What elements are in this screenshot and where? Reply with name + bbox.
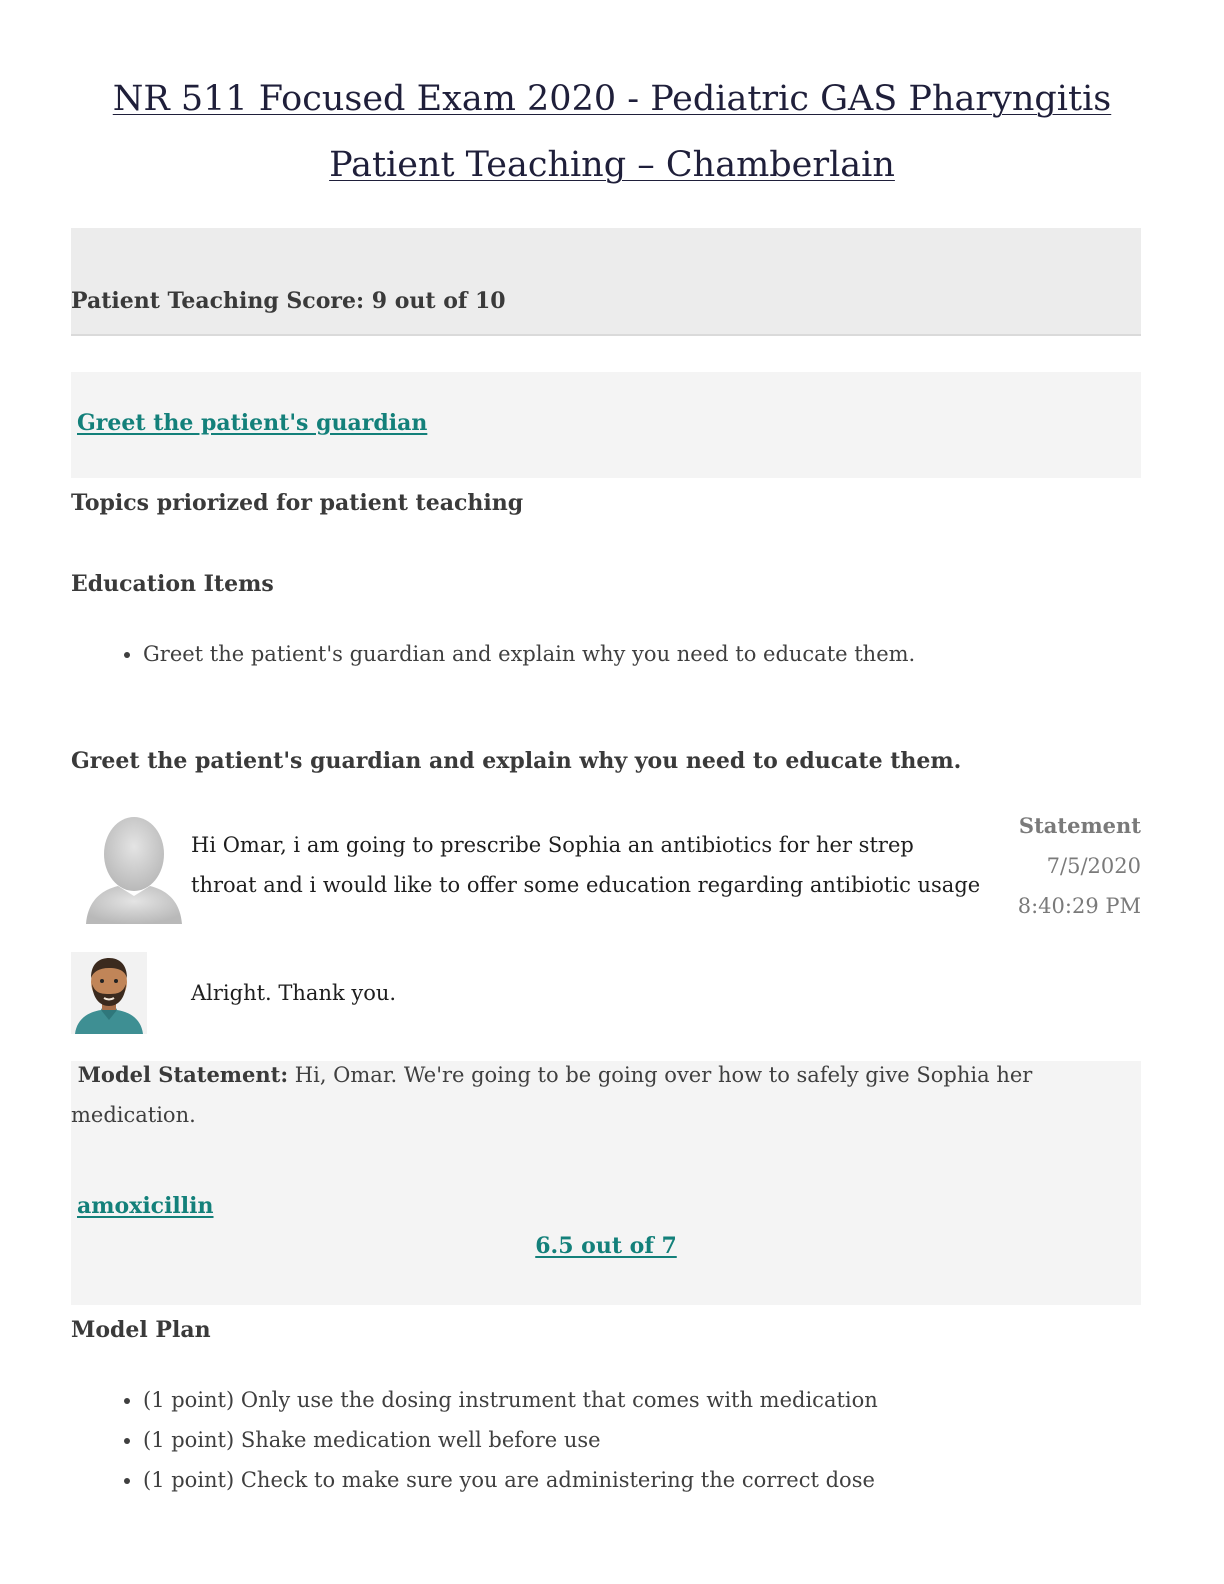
model-statement-label: Model Statement:: [77, 1062, 289, 1087]
greet-guardian-link[interactable]: Greet the patient's guardian: [77, 410, 428, 436]
model-plan-heading: Model Plan: [71, 1317, 211, 1343]
education-items-list: [71, 634, 915, 674]
list-item: • Greet the patient's guardian and explain why you need to educate them.: [143, 634, 915, 674]
message-date: 7/5/2020: [1046, 854, 1141, 878]
drug-score: [71, 1233, 1141, 1259]
list-item: • (1 point) Shake medication well before use: [143, 1420, 878, 1460]
generic-user-avatar-icon: [80, 812, 184, 924]
message-meta: [1018, 806, 1141, 926]
message-type: Statement: [1018, 813, 1141, 838]
model-statement-panel: [71, 1061, 1141, 1305]
patient-teaching-score: Patient Teaching Score: 9 out of 10: [71, 288, 506, 314]
message-time: 8:40:29 PM: [1017, 894, 1141, 918]
page-title-line1: NR 511 Focused Exam 2020 - Pediatric GAS Pharyngitis: [112, 79, 1112, 119]
education-items-heading: Education Items: [71, 571, 274, 597]
list-item: • (1 point) Check to make sure you are administering the correct dose: [143, 1460, 878, 1500]
model-statement: [71, 1055, 1051, 1135]
amoxicillin-link[interactable]: amoxicillin: [77, 1193, 214, 1219]
student-message-line2: throat and i would like to offer some education regarding antibiotic usage: [191, 873, 981, 897]
greet-panel: [71, 372, 1141, 478]
greet-explain-heading: Greet the patient's guardian and explain why you need to educate them.: [71, 748, 962, 774]
list-item: • (1 point) Only use the dosing instrument that comes with medication: [143, 1380, 878, 1420]
page-title-line2: Patient Teaching – Chamberlain: [329, 145, 895, 185]
topics-heading: Topics priorized for patient teaching: [71, 490, 524, 516]
model-plan-list: [71, 1380, 878, 1500]
student-message: [191, 825, 980, 905]
guardian-avatar-icon: [71, 952, 147, 1034]
page-title: [0, 66, 1224, 198]
model-statement-text: Hi, Omar. We're going to be going over how to safely give Sophia her medication.: [71, 1063, 1033, 1127]
guardian-reply: Alright. Thank you.: [191, 981, 397, 1005]
drug-score-link[interactable]: 6.5 out of 7: [535, 1233, 677, 1259]
score-panel: [71, 228, 1141, 336]
student-message-line1: Hi Omar, i am going to prescribe Sophia an antibiotics for her strep: [191, 833, 914, 857]
